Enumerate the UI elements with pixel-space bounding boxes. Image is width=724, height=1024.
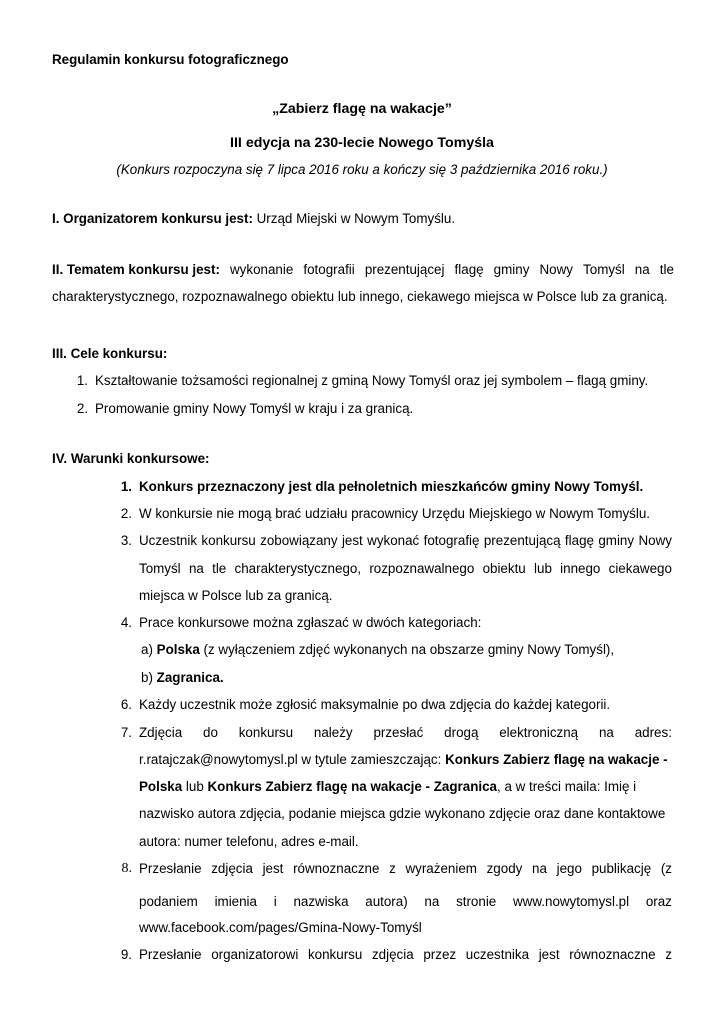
- list-number: 2.: [76, 401, 88, 416]
- section-theme-label: II. Tematem konkursu jest:: [52, 262, 220, 277]
- word: drogą: [444, 725, 479, 740]
- word: na: [532, 861, 547, 876]
- condition-item-8-line-2: [139, 894, 672, 910]
- condition-item-4: Prace konkursowe można zgłaszać w dwóch kategoriach:: [139, 615, 482, 630]
- condition-item-7-line-3: [139, 779, 636, 795]
- section-organizer-text: Urząd Miejski w Nowym Tomyślu.: [252, 211, 456, 226]
- list-number: 6.: [120, 697, 132, 712]
- word: na: [188, 561, 204, 576]
- goal-item-1: Kształtowanie tożsamości regionalnej z gminą Nowy Tomyśl oraz jej symbolem – flagą gminy.: [95, 373, 649, 388]
- word: z: [389, 861, 396, 876]
- document-title: Regulamin konkursu fotograficznego: [52, 52, 289, 67]
- condition-item-3-line-2: [139, 561, 672, 577]
- condition-item-2: W konkursie nie mogą brać udziału pracownicy Urzędu Miejskiego w Nowym Tomyślu.: [139, 506, 651, 521]
- section-theme-line-2: charakterystycznego, rozpoznawalnego obiektu lub innego, ciekawego miejsca w Polsce lub za granicą.: [52, 289, 668, 304]
- condition-item-7-line-2: [139, 752, 668, 768]
- word: tle: [212, 561, 227, 576]
- word: ciekawego: [608, 561, 672, 576]
- email-body-intro: , a w treści maila: Imię i: [497, 779, 637, 794]
- list-number: 2.: [120, 506, 132, 521]
- word: jest: [341, 533, 363, 548]
- goal-item-2: Promowanie gminy Nowy Tomyśl w kraju i za granicą.: [95, 401, 414, 416]
- word: równoznaczne: [569, 947, 656, 962]
- word: oraz: [645, 894, 672, 909]
- word: adres:: [634, 725, 672, 740]
- word: Tomyśl: [139, 561, 181, 576]
- list-number: 1.: [76, 373, 88, 388]
- word: Nowy: [638, 533, 672, 548]
- connector-text: lub: [182, 779, 208, 794]
- list-number: 1.: [120, 479, 132, 494]
- word: wykonanie: [230, 262, 294, 277]
- condition-item-3-line-3: miejsca w Polsce lub za granicą.: [139, 588, 333, 603]
- word: Zdjęcia: [139, 725, 183, 740]
- word: innego: [560, 561, 601, 576]
- word: obiektu: [482, 561, 526, 576]
- condition-item-7-line-4: nazwisko autora zdjęcia, podanie miejsca gdzie wykonano zdjęcie oraz dane kontaktowe: [139, 806, 666, 821]
- email-instruction: r.ratajczak@nowytomysl.pl w tytule zamieszczając:: [139, 752, 446, 767]
- word: autora): [365, 894, 408, 909]
- word: charakterystycznego,: [234, 561, 362, 576]
- word: gminy: [493, 262, 530, 277]
- word: stronie: [456, 894, 497, 909]
- word: rozpoznawalnego: [369, 561, 475, 576]
- word: należy: [313, 725, 353, 740]
- word: jego: [556, 861, 582, 876]
- word: fotografię: [423, 533, 480, 548]
- condition-item-8-line-1: [139, 861, 672, 877]
- list-number: 9.: [120, 947, 132, 962]
- word: Nowy: [539, 262, 573, 277]
- word: fotografii: [303, 262, 355, 277]
- word: flagę: [564, 533, 594, 548]
- list-number: 7.: [120, 725, 132, 740]
- section-theme-line-1: [52, 262, 674, 278]
- condition-item-1: Konkurs przeznaczony jest dla pełnoletnich mieszkańców gminy Nowy Tomyśl.: [139, 479, 644, 494]
- word: flagę: [454, 262, 484, 277]
- section-conditions-heading: IV. Warunki konkursowe:: [52, 451, 210, 466]
- category-a: [141, 642, 614, 658]
- condition-item-7-line-1: [139, 725, 672, 741]
- list-number: 3.: [120, 533, 132, 548]
- word: do: [203, 725, 218, 740]
- condition-item-8-line-3: www.facebook.com/pages/Gmina-Nowy-Tomyśl: [139, 920, 422, 935]
- condition-item-3-line-1: [139, 533, 672, 549]
- word: uczestnika: [465, 947, 530, 962]
- word: przesłać: [373, 725, 424, 740]
- category-b-letter: b): [141, 670, 157, 685]
- word: www.nowytomysl.pl: [513, 894, 630, 909]
- word: elektroniczną: [499, 725, 579, 740]
- word: lub: [534, 561, 552, 576]
- word: wyrażeniem: [405, 861, 477, 876]
- category-b-name: Zagranica.: [156, 670, 224, 685]
- word: tle: [659, 262, 674, 277]
- category-b: [141, 670, 224, 686]
- category-a-letter: a): [141, 642, 157, 657]
- section-organizer: [52, 211, 455, 227]
- word: publikację: [591, 861, 652, 876]
- contest-edition: III edycja na 230-lecie Nowego Tomyśla: [230, 135, 494, 151]
- condition-item-9-line-1: [139, 947, 672, 963]
- word: na: [598, 725, 614, 740]
- word: przez: [423, 947, 457, 962]
- word: zdjęcia: [371, 947, 414, 962]
- word: i: [273, 894, 277, 909]
- word: jest: [262, 861, 284, 876]
- word: równoznaczne: [293, 861, 380, 876]
- email-subject-part: Polska: [139, 779, 183, 794]
- word: zobowiązany: [260, 533, 338, 548]
- email-subject-part: Konkurs Zabierz flagę na wakacje -: [445, 752, 668, 767]
- condition-item-7-line-5: autora: numer telefonu, adres e-mail.: [139, 834, 359, 849]
- word: nazwiska: [293, 894, 349, 909]
- word: konkursu: [201, 533, 256, 548]
- word: prezentującej: [364, 262, 445, 277]
- word: Tomyśl: [583, 262, 625, 277]
- category-a-name: Polska: [156, 642, 200, 657]
- word: konkursu: [307, 947, 363, 962]
- word: imienia: [214, 894, 257, 909]
- word: konkursu: [238, 725, 294, 740]
- word: na: [424, 894, 440, 909]
- word: z: [665, 947, 672, 962]
- word: (z: [660, 861, 672, 876]
- word: wykonać: [367, 533, 420, 548]
- section-goals-heading: III. Cele konkursu:: [52, 346, 168, 361]
- word: organizatorowi: [211, 947, 299, 962]
- list-number: 4.: [120, 615, 132, 630]
- word: Uczestnik: [139, 533, 198, 548]
- contest-title: „Zabierz flagę na wakacje”: [272, 101, 452, 117]
- word: gminy: [598, 533, 635, 548]
- word: jest: [538, 947, 560, 962]
- condition-item-6: Każdy uczestnik może zgłosić maksymalnie po dwa zdjęcia do każdej kategorii.: [139, 697, 611, 712]
- word: Przesłanie: [139, 861, 202, 876]
- word: na: [634, 262, 650, 277]
- list-number: 8.: [121, 861, 132, 876]
- word: podaniem: [139, 894, 198, 909]
- word: zgody: [486, 861, 523, 876]
- word: Przesłanie: [139, 947, 202, 962]
- word: prezentującą: [483, 533, 561, 548]
- category-a-note: (z wyłączeniem zdjęć wykonanych na obszarze gminy Nowy Tomyśl),: [199, 642, 615, 657]
- section-organizer-label: I. Organizatorem konkursu jest:: [52, 211, 253, 226]
- word: zdjęcia: [211, 861, 253, 876]
- contest-dates: (Konkurs rozpoczyna się 7 lipca 2016 roku a kończy się 3 października 2016 roku.): [116, 162, 608, 177]
- email-subject-part: Konkurs Zabierz flagę na wakacje - Zagranica: [207, 779, 497, 794]
